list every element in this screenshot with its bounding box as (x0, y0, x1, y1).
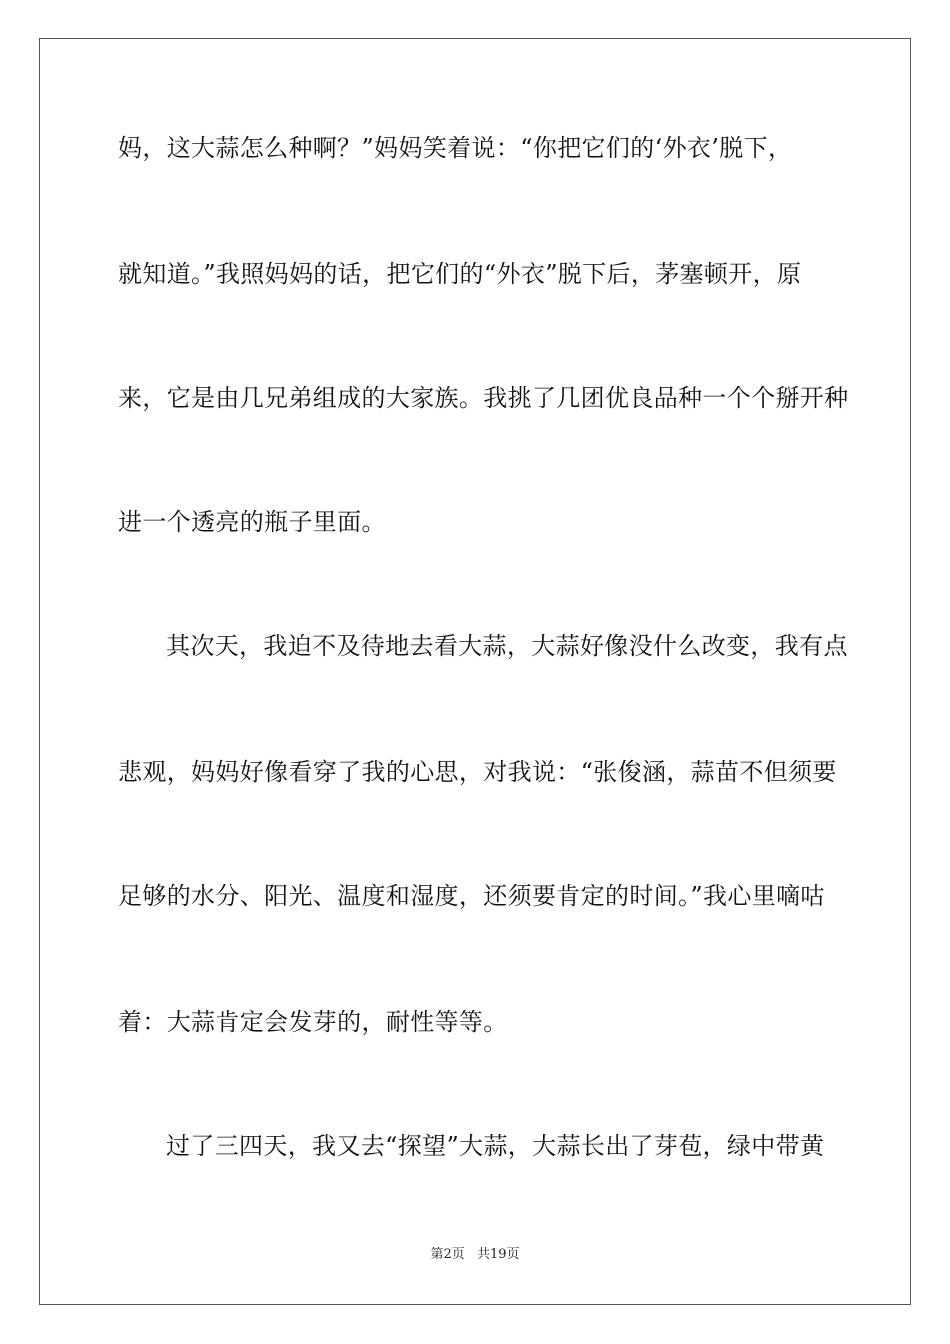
page-footer (0, 1246, 950, 1264)
text-line: 来，它是由几兄弟组成的大家族。我挑了几团优良品种一个个掰开种 (118, 384, 849, 412)
paragraph-start-line: 过了三四天，我又去“探望”大蒜，大蒜长出了芽苞，绿中带黄 (166, 1132, 825, 1160)
text-line: 就知道。”我照妈妈的话，把它们的“外衣”脱下后，茅塞顿开，原 (118, 260, 802, 288)
paragraph-start-line: 其次天，我迫不及待地去看大蒜，大蒜好像没什么改变，我有点 (166, 632, 848, 660)
page-number: 第2页 (430, 1247, 465, 1262)
page-total: 共19页 (476, 1247, 520, 1262)
text-line: 悲观，妈妈好像看穿了我的心思，对我说：“张俊涵，蒜苗不但须要 (118, 758, 837, 786)
text-line: 妈，这大蒜怎么种啊？”妈妈笑着说：“你把它们的‘外衣’脱下， (118, 134, 793, 162)
text-line: 足够的水分、阳光、温度和湿度，还须要肯定的时间。”我心里嘀咕 (118, 882, 825, 910)
page-border (39, 38, 911, 1305)
text-line: 着：大蒜肯定会发芽的，耐性等等。 (118, 1008, 508, 1036)
text-line: 进一个透亮的瓶子里面。 (118, 508, 386, 536)
